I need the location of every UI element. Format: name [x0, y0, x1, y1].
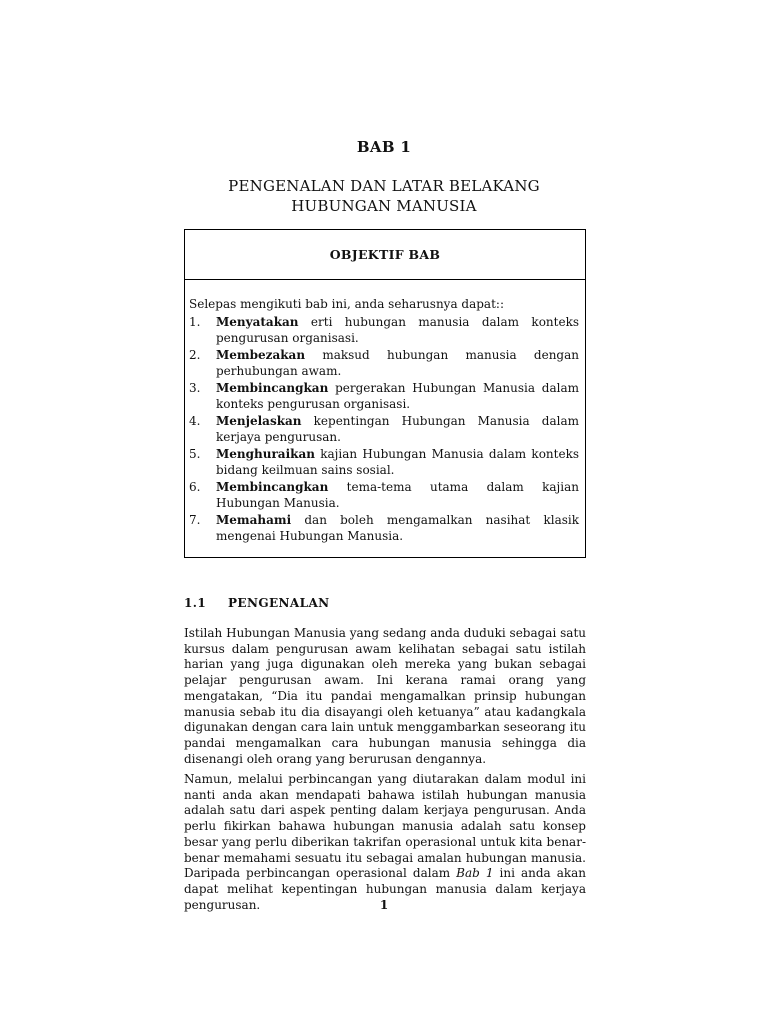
objective-verb: Membincangkan [216, 479, 329, 494]
objective-verb: Memahami [216, 512, 292, 527]
chapter-title-line-2: HUBUNGAN MANUSIA [291, 197, 477, 215]
objective-rest: pergerakan Hubungan Manusia dalam konteks pengurusan organisasi. [216, 380, 579, 411]
section-number: 1.1 [184, 596, 207, 610]
objective-text [216, 512, 579, 545]
objective-text [216, 479, 579, 512]
objective-number: 5. [189, 446, 201, 461]
objective-text [216, 413, 579, 446]
objective-item [189, 512, 579, 545]
chapter-title [0, 176, 768, 216]
objective-verb: Menyatakan [216, 314, 299, 329]
chapter-title-line-1: PENGENALAN DAN LATAR BELAKANG [228, 177, 540, 195]
objective-number: 6. [189, 479, 201, 494]
page-number: 1 [379, 898, 389, 912]
paragraph-2-text-end: ini anda akan dapat melihat kepentingan hubungan manusia dalam kerjaya pengurusan. [184, 866, 586, 912]
objective-item [189, 314, 579, 347]
objectives-intro: Selepas mengikuti bab ini, anda seharusnya dapat:: [189, 297, 504, 311]
objective-verb: Menjelaskan [216, 413, 302, 428]
objectives-box [184, 229, 586, 558]
objectives-body [185, 280, 585, 545]
objective-rest: erti hubungan manusia dalam konteks pengurusan organisasi. [216, 314, 579, 345]
objective-item [189, 446, 579, 479]
objective-rest: dan boleh mengamalkan nasihat klasik mengenai Hubungan Manusia. [216, 512, 579, 543]
objective-rest: maksud hubungan manusia dengan perhubungan awam. [216, 347, 579, 378]
objective-number: 2. [189, 347, 201, 362]
section-title: PENGENALAN [228, 596, 330, 610]
objective-item [189, 347, 579, 380]
objective-number: 1. [189, 314, 201, 329]
objective-rest: kepentingan Hubungan Manusia dalam kerjaya pengurusan. [216, 413, 579, 444]
chapter-number: BAB 1 [356, 138, 412, 156]
objective-item [189, 380, 579, 413]
objective-number: 7. [189, 512, 201, 527]
objective-verb: Membezakan [216, 347, 306, 362]
objective-rest: kajian Hubungan Manusia dalam konteks bidang keilmuan sains sosial. [216, 446, 579, 477]
objective-text [216, 380, 579, 413]
objective-item [189, 413, 579, 446]
paragraph-2 [184, 772, 586, 913]
section-heading [184, 596, 330, 610]
objective-number: 4. [189, 413, 201, 428]
paragraph-2-text: Namun, melalui perbincangan yang diutarakan dalam modul ini nanti anda akan mendapati bahawa istilah hubungan manusia adalah satu dari aspek penting dalam kerjaya pengurusan. Anda perlu fikirkan bahawa hubungan manusia adalah satu konsep besar yang perlu diberikan takrifan operasional untuk kita benar-benar memahami sesuatu itu sebagai amalan hubungan manusia. Daripada perbincangan operasional dalam [184, 772, 586, 881]
objective-rest: tema-tema utama dalam kajian Hubungan Manusia. [216, 479, 579, 510]
objectives-heading: OBJEKTIF BAB [185, 230, 585, 280]
objective-text [216, 446, 579, 479]
paragraph-2-italic: Bab 1 [456, 866, 494, 881]
paragraph-1: Istilah Hubungan Manusia yang sedang anda duduki sebagai satu kursus dalam pengurusan awam kelihatan sebagai satu istilah harian yang juga digunakan oleh mereka yang bukan sebagai pelajar pengurusan awam. Ini kerana ramai orang yang mengatakan, “Dia itu pandai mengamalkan prinsip hubungan manusia sebab itu dia disayangi oleh ketuanya” atau kadangkala digunakan dengan cara lain untuk menggambarkan seseorang itu pandai mengamalkan cara hubungan manusia sehingga dia disenangi oleh orang yang berurusan dengannya. [184, 626, 586, 766]
objective-item [189, 479, 579, 512]
objective-verb: Membincangkan [216, 380, 329, 395]
objective-text [216, 314, 579, 347]
objective-verb: Menghuraikan [216, 446, 315, 461]
objective-text [216, 347, 579, 380]
objective-number: 3. [189, 380, 201, 395]
